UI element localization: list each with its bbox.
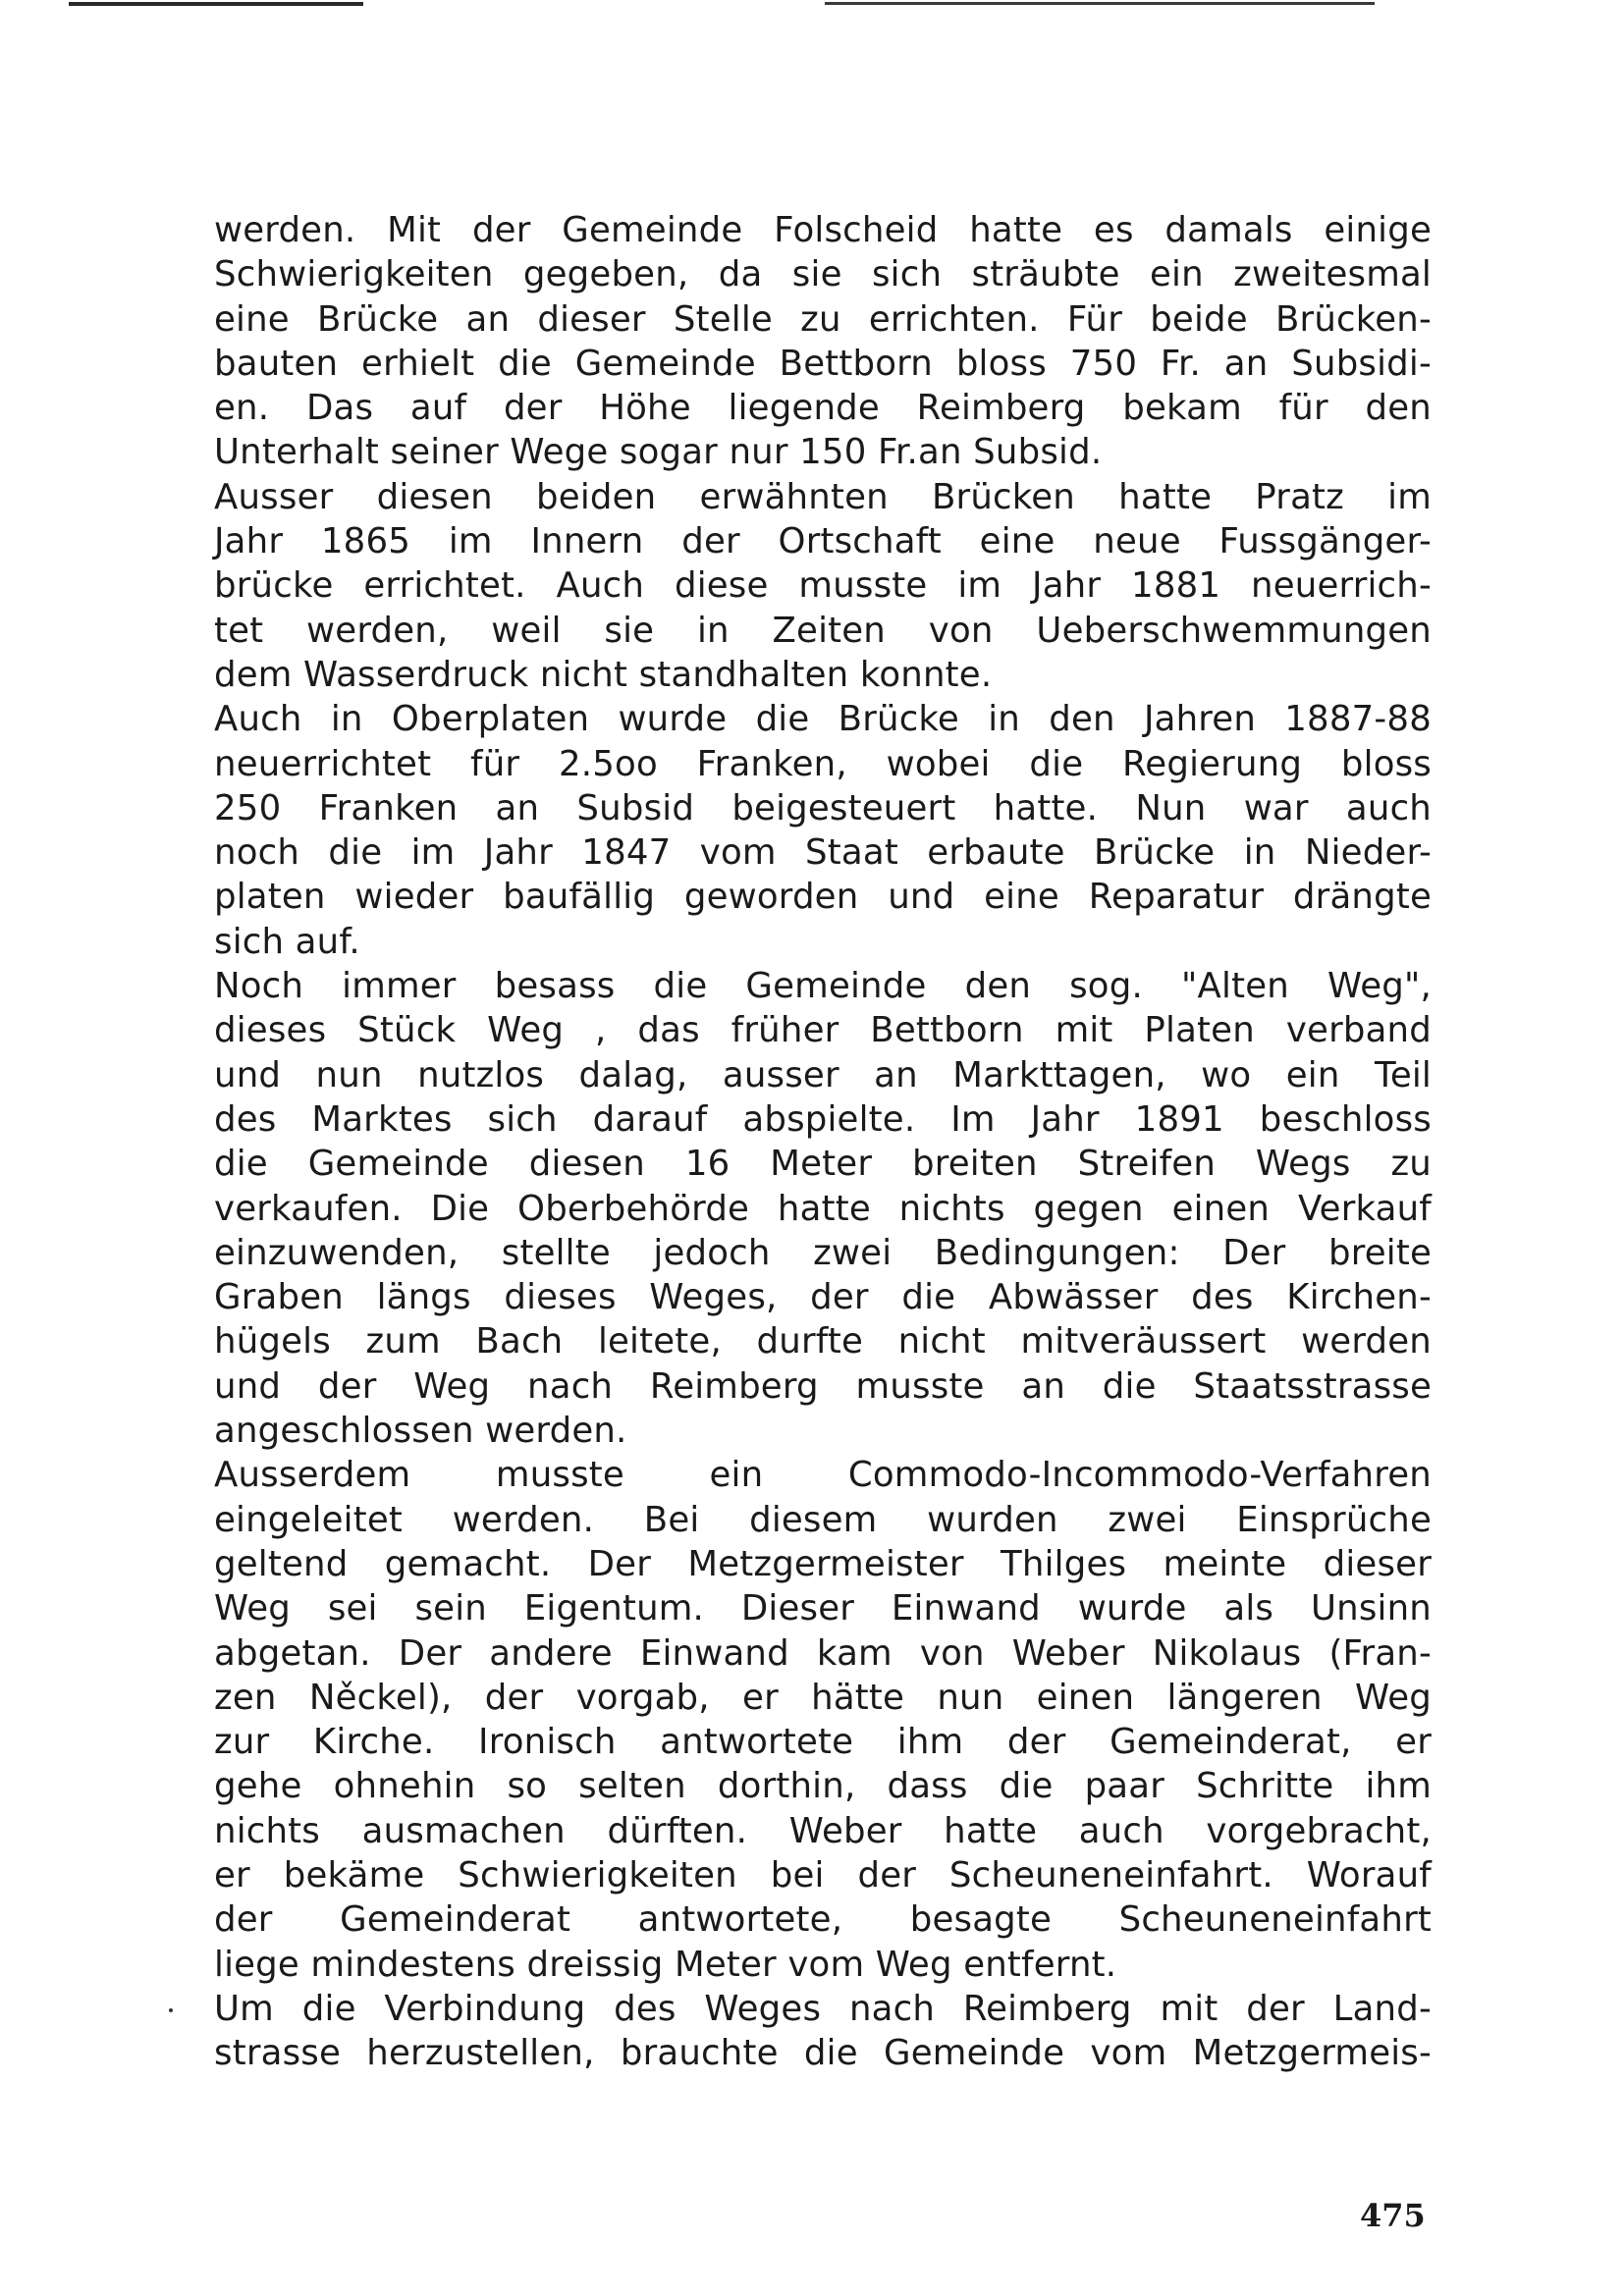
scan-edge-mark [825, 2, 1375, 5]
text-line: sich auf. [214, 921, 360, 962]
text-line: Ausser diesen beiden erwähnten Brücken hatte Pratz im [214, 476, 1432, 517]
text-line: Ausserdem musste ein Commodo-Incommodo-Verfahren [214, 1455, 1432, 1496]
text-line: brücke errichtet. Auch diese musste im Jahr 1881 neuerrich- [214, 565, 1432, 607]
text-line: Unterhalt seiner Wege sogar nur 150 Fr.an Subsid. [214, 432, 1103, 473]
text-line: Weg sei sein Eigentum. Dieser Einwand wurde als Unsinn [214, 1588, 1432, 1629]
text-line: und nun nutzlos dalag, ausser an Markttagen, wo ein Teil [214, 1054, 1432, 1095]
text-line: einzuwenden, stellte jedoch zwei Bedingungen: Der breite [214, 1232, 1432, 1273]
text-line: zur Kirche. Ironisch antwortete ihm der Gemeinderat, er [214, 1722, 1432, 1763]
text-line: Um die Verbindung des Weges nach Reimberg mit der Land- [214, 1988, 1432, 2029]
text-line: dem Wasserdruck nicht standhalten konnte. [214, 654, 993, 695]
text-line: geltend gemacht. Der Metzgermeister Thilges meinte dieser [214, 1543, 1432, 1584]
text-line: tet werden, weil sie in Zeiten von Ueberschwemmungen [214, 610, 1432, 651]
text-line: eingeleitet werden. Bei diesem wurden zwei Einsprüche [214, 1499, 1432, 1540]
text-line: Auch in Oberplaten wurde die Brücke in den Jahren 1887-88 [214, 699, 1432, 740]
text-line: 250 Franken an Subsid beigesteuert hatte. Nun war auch [214, 787, 1432, 828]
text-line: des Marktes sich darauf abspielte. Im Jahr 1891 beschloss [214, 1098, 1432, 1140]
scan-edge [0, 0, 1624, 10]
text-line: en. Das auf der Höhe liegende Reimberg bekam für den [214, 388, 1432, 429]
text-line: der Gemeinderat antwortete, besagte Scheuneneinfahrt [214, 1899, 1432, 1941]
text-line: noch die im Jahr 1847 vom Staat erbaute Brücke in Nieder- [214, 832, 1432, 874]
scan-speck [169, 2008, 173, 2012]
text-line: eine Brücke an dieser Stelle zu errichten. Für beide Brücken- [214, 298, 1432, 340]
text-line: Jahr 1865 im Innern der Ortschaft eine neue Fussgänger- [214, 521, 1432, 562]
text-line: bauten erhielt die Gemeinde Bettborn bloss 750 Fr. an Subsidi- [214, 343, 1432, 384]
text-line: platen wieder baufällig geworden und eine Reparatur drängte [214, 877, 1432, 918]
text-line: liege mindestens dreissig Meter vom Weg entfernt. [214, 1944, 1117, 1985]
text-line: Graben längs dieses Weges, der die Abwässer des Kirchen- [214, 1277, 1432, 1318]
text-line: neuerrichtet für 2.5oo Franken, wobei die Regierung bloss [214, 743, 1432, 784]
page-number: 475 [1360, 2197, 1426, 2234]
text-line: Schwierigkeiten gegeben, da sie sich sträubte ein zweitesmal [214, 254, 1432, 295]
text-line: Noch immer besass die Gemeinde den sog. "Alten Weg", [214, 966, 1432, 1007]
text-line: hügels zum Bach leitete, durfte nicht mitveräussert werden [214, 1321, 1432, 1362]
text-line: nichts ausmachen dürften. Weber hatte auch vorgebracht, [214, 1810, 1432, 1851]
text-line: strasse herzustellen, brauchte die Gemeinde vom Metzgermeis- [214, 2033, 1432, 2074]
text-line: verkaufen. Die Oberbehörde hatte nichts gegen einen Verkauf [214, 1188, 1432, 1229]
text-line: angeschlossen werden. [214, 1411, 627, 1452]
page-body-text [214, 208, 1432, 2075]
scan-edge-mark [69, 2, 363, 6]
text-line: zen Něckel), der vorgab, er hätte nun einen längeren Weg [214, 1677, 1432, 1718]
text-line: und der Weg nach Reimberg musste an die Staatsstrasse [214, 1365, 1432, 1407]
text-line: gehe ohnehin so selten dorthin, dass die paar Schritte ihm [214, 1766, 1432, 1807]
text-line: werden. Mit der Gemeinde Folscheid hatte es damals einige [214, 210, 1432, 250]
text-line: dieses Stück Weg , das früher Bettborn mit Platen verband [214, 1010, 1432, 1051]
text-line: er bekäme Schwierigkeiten bei der Scheuneneinfahrt. Worauf [214, 1854, 1432, 1896]
text-line: abgetan. Der andere Einwand kam von Weber Nikolaus (Fran- [214, 1632, 1432, 1674]
text-line: die Gemeinde diesen 16 Meter breiten Streifen Wegs zu [214, 1144, 1432, 1185]
